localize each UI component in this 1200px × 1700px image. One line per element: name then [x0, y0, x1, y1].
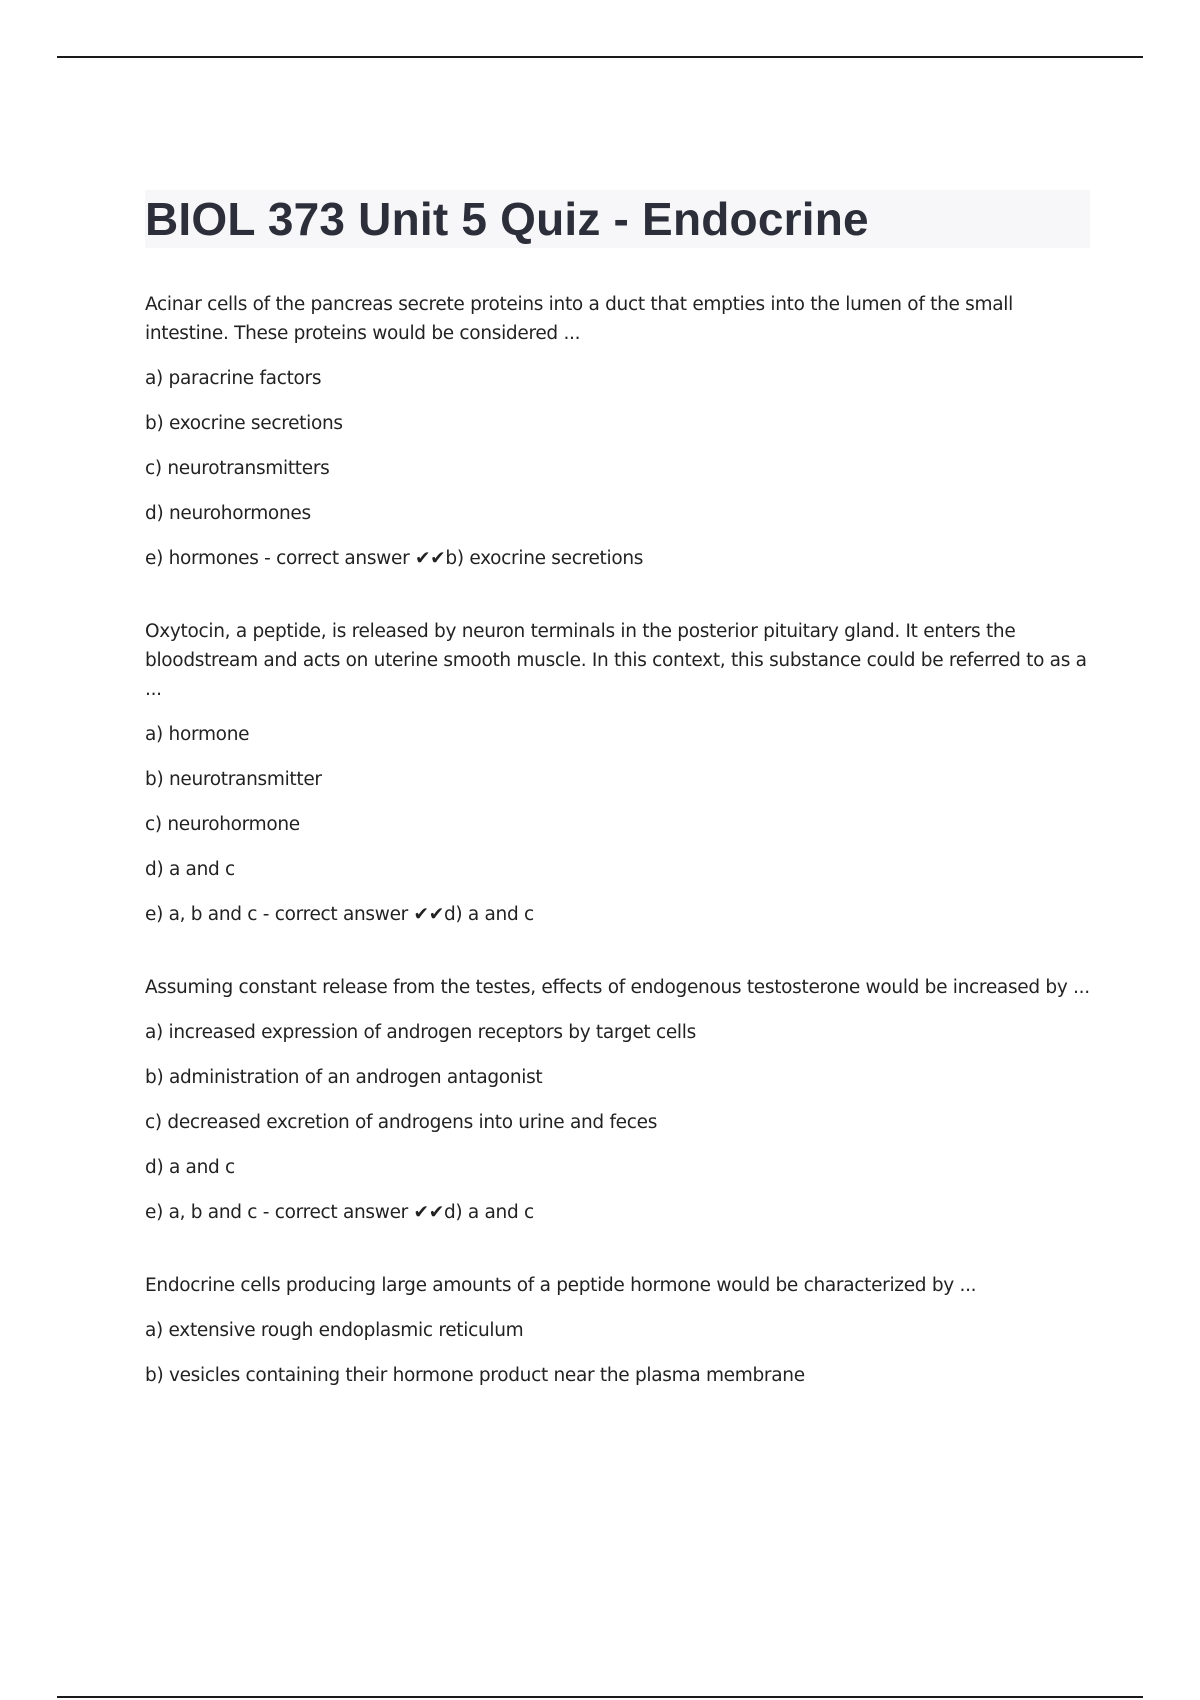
question-list	[145, 290, 1090, 1390]
answer-option: c) decreased excretion of androgens into urine and feces	[145, 1112, 658, 1133]
answer-option: d) a and c	[145, 1157, 235, 1178]
question-3	[145, 973, 1090, 1227]
top-rule	[57, 56, 1143, 58]
question-prompt: Oxytocin, a peptide, is released by neuron terminals in the posterior pituitary gland. It enters the bloodstream and acts on uterine smooth muscle. In this context, this substance could be referred to as a ...	[145, 621, 1087, 700]
bottom-rule	[57, 1696, 1143, 1698]
answer-option: a) extensive rough endoplasmic reticulum	[145, 1320, 524, 1341]
answer-option-with-key: e) a, b and c - correct answer ✔✔d) a and c	[145, 1202, 534, 1223]
document-body	[145, 190, 1090, 1434]
answer-option-with-key: e) a, b and c - correct answer ✔✔d) a and c	[145, 904, 534, 925]
answer-option-with-key: e) hormones - correct answer ✔✔b) exocrine secretions	[145, 548, 644, 569]
answer-option: b) neurotransmitter	[145, 769, 322, 790]
page-title: BIOL 373 Unit 5 Quiz - Endocrine	[145, 193, 869, 245]
question-prompt: Acinar cells of the pancreas secrete proteins into a duct that empties into the lumen of the small intestine. These proteins would be considered ...	[145, 294, 1013, 344]
answer-option: b) exocrine secretions	[145, 413, 343, 434]
answer-option: d) a and c	[145, 859, 235, 880]
question-prompt: Endocrine cells producing large amounts of a peptide hormone would be characterized by ...	[145, 1275, 977, 1296]
answer-option: d) neurohormones	[145, 503, 311, 524]
answer-option: c) neurotransmitters	[145, 458, 330, 479]
question-prompt: Assuming constant release from the testes, effects of endogenous testosterone would be increased by ...	[145, 977, 1090, 998]
title-banner	[145, 190, 1090, 248]
answer-option: c) neurohormone	[145, 814, 300, 835]
question-4	[145, 1271, 1090, 1390]
answer-option: a) paracrine factors	[145, 368, 322, 389]
answer-option: a) increased expression of androgen receptors by target cells	[145, 1022, 696, 1043]
question-2	[145, 617, 1090, 929]
question-1	[145, 290, 1090, 573]
answer-option: b) administration of an androgen antagonist	[145, 1067, 543, 1088]
answer-option: b) vesicles containing their hormone product near the plasma membrane	[145, 1365, 805, 1386]
answer-option: a) hormone	[145, 724, 250, 745]
